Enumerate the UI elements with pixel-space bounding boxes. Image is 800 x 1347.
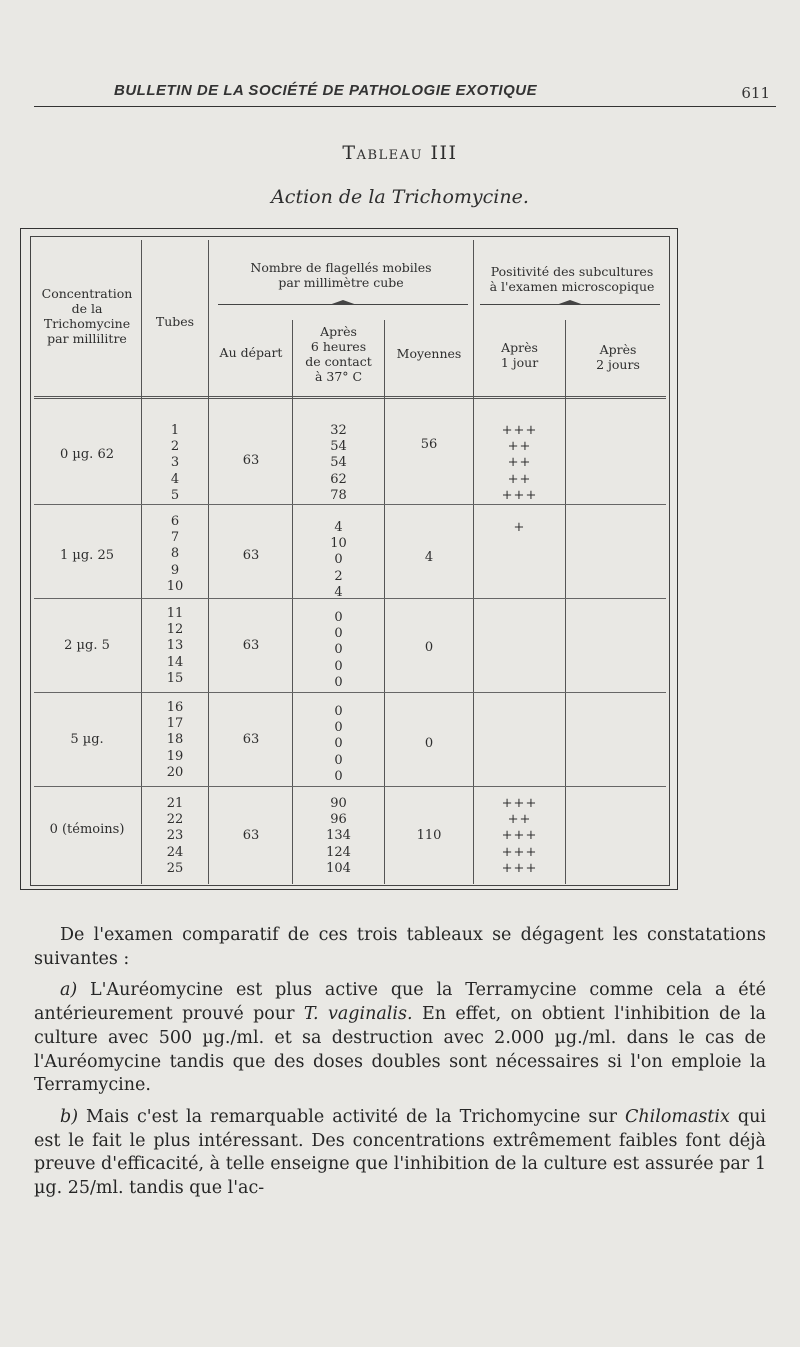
header-tubes: Tubes bbox=[155, 314, 195, 329]
header-rule bbox=[34, 396, 666, 399]
group-rule bbox=[34, 504, 666, 505]
header-flagellates: Nombre de flagellés mobiles par millimètre cube bbox=[250, 260, 432, 290]
cell-concentration: 0 (témoins) bbox=[49, 822, 125, 837]
cell-moyenne: 0 bbox=[424, 640, 434, 655]
journal-title: BULLETIN DE LA SOCIÉTÉ DE PATHOLOGIE EXOTIQUE bbox=[114, 82, 538, 99]
body-text bbox=[34, 924, 766, 1209]
cell-moyenne: 110 bbox=[416, 828, 442, 843]
cell-tubes: 11 12 13 14 15 bbox=[166, 606, 184, 686]
cell-apres-contact: 90 96 134 124 104 bbox=[326, 796, 351, 876]
cell-apres-contact: 0 0 0 0 0 bbox=[334, 704, 343, 784]
paragraph: b) Mais c'est la remarquable activité de la Trichomycine sur Chilomastix qui est le fait le plus intéressant. Des concentrations extrêmement faibles font déjà preuve d'efficacité, à telle enseigne que l'inhibition de la culture est assurée par 1 µg. 25/ml. tandis que l'ac- bbox=[34, 1106, 766, 1199]
header-apres-contact: Après 6 heures de contact à 37° C bbox=[305, 324, 372, 384]
running-header bbox=[34, 78, 776, 107]
group-rule bbox=[34, 786, 666, 787]
cell-au-depart: 63 bbox=[242, 732, 260, 747]
header-apres-2-jours: Après 2 jours bbox=[596, 342, 640, 372]
header-brace bbox=[480, 304, 660, 313]
column-rule bbox=[384, 320, 385, 884]
header-positivity: Positivité des subcultures à l'examen microscopique bbox=[489, 264, 655, 294]
cell-concentration: 5 µg. bbox=[70, 732, 104, 747]
column-rule bbox=[473, 240, 474, 884]
cell-au-depart: 63 bbox=[242, 828, 260, 843]
cell-apres-1-jour: + bbox=[513, 520, 526, 535]
cell-tubes: 6 7 8 9 10 bbox=[166, 514, 184, 594]
cell-au-depart: 63 bbox=[242, 548, 260, 563]
table-subtitle: Action de la Trichomycine. bbox=[271, 186, 529, 208]
cell-tubes: 16 17 18 19 20 bbox=[166, 700, 184, 780]
cell-concentration: 0 µg. 62 bbox=[60, 447, 114, 462]
paragraph: De l'examen comparatif de ces trois tableaux se dégagent les constatations suivantes : bbox=[34, 925, 766, 969]
cell-moyenne: 4 bbox=[424, 550, 434, 565]
column-rule bbox=[208, 240, 209, 884]
column-rule bbox=[565, 320, 566, 884]
cell-au-depart: 63 bbox=[242, 638, 260, 653]
cell-apres-contact: 4 10 0 2 4 bbox=[330, 520, 347, 600]
paragraph: a) L'Auréomycine est plus active que la Terramycine comme cela a été antérieurement prouvé pour T. vaginalis. En effet, on obtient l'inhibition de la culture avec 500 µg./ml. et sa destruction avec 2.000 µg./ml. dans le cas de l'Auréomycine tandis que des doses doubles sont nécessaires si l'on emploie la Terramycine. bbox=[34, 980, 766, 1096]
group-rule bbox=[34, 692, 666, 693]
cell-tubes: 1 2 3 4 5 bbox=[170, 423, 180, 503]
header-apres-1-jour: Après 1 jour bbox=[500, 340, 539, 370]
cell-concentration: 1 µg. 25 bbox=[60, 548, 114, 563]
cell-moyenne: 56 bbox=[420, 437, 438, 452]
cell-apres-1-jour: +++ ++ ++ ++ +++ bbox=[501, 423, 538, 503]
cell-moyenne: 0 bbox=[424, 736, 434, 751]
header-moyennes: Moyennes bbox=[396, 346, 462, 361]
header-brace bbox=[218, 304, 468, 313]
cell-apres-contact: 32 54 54 62 78 bbox=[330, 423, 347, 503]
cell-au-depart: 63 bbox=[242, 453, 260, 468]
header-concentration: Concentration de la Trichomycine par millilitre bbox=[41, 286, 133, 346]
cell-concentration: 2 µg. 5 bbox=[64, 638, 110, 653]
cell-apres-1-jour: +++ ++ +++ +++ +++ bbox=[501, 796, 538, 876]
table-title: Tableau III bbox=[342, 142, 458, 164]
page-number: 611 bbox=[741, 84, 770, 102]
cell-tubes: 21 22 23 24 25 bbox=[166, 796, 184, 876]
header-au-depart: Au départ bbox=[219, 345, 283, 360]
cell-apres-contact: 0 0 0 0 0 bbox=[334, 610, 343, 690]
